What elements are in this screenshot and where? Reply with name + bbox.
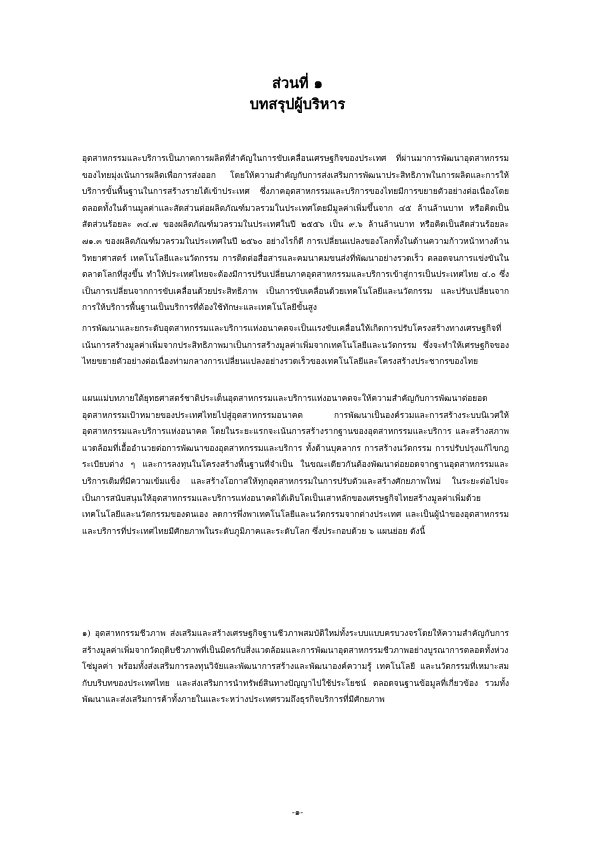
paragraph-intro: อุตสาหกรรมและบริการเป็นภาคการผลิตที่สำคัญในการขับเคลื่อนเศรษฐกิจของประเทศ ที่ผ่านมาการพัฒนาอุตสาหกรรมของไทยมุ่งเน้นการผลิตเพื่อการส่งออก โดยให้ความสำคัญกับการส่งเสริมการพัฒนาประสิทธิภาพในการผลิตและการให้บริการขั้นพื้นฐานในการสร้างรายได้เข้าประเทศ ซึ่งภาคอุตสาหกรรมและบริการของไทยมีการขยายตัวอย่างต่อเนื่องโดยตลอดทั้งในด้านมูลค่าและสัดส่วนต่อผลิตภัณฑ์มวลรวมในประเทศโดยมีมูลค่าเพิ่มขึ้นจาก ๔๕ ล้านล้านบาท หรือคิดเป็นสัดส่วนร้อยละ ๓๔.๗ ของผลิตภัณฑ์มวลรวมในประเทศในปี ๒๕๕๖ เป็น ๙.๖ ล้านล้านบาท หรือคิดเป็นสัดส่วนร้อยละ ๗๑.๓ ของผลิตภัณฑ์มวลรวมในประเทศในปี ๒๕๖๐ อย่างไรก็ดี การเปลี่ยนแปลงของโลกทั้งในด้านความก้าวหน้าทางด้านวิทยาศาสตร์ เทคโนโลยีและนวัตกรรม การติดต่อสื่อสารและคมนาคมขนส่งที่พัฒนาอย่างรวดเร็ว ตลอดจนการแข่งขันในตลาดโลกที่สูงขึ้น ทำให้ประเทศไทยจะต้องมีการปรับเปลี่ยนภาคอุตสาหกรรมและบริการเข้าสู่การเป็นประเทศไทย ๔.๐ ซึ่งเป็นการเปลี่ยนจากการขับเคลื่อนด้วยประสิทธิภาพ เป็นการขับเคลื่อนด้วยเทคโนโลยีและนวัตกรรม และปรับเปลี่ยนจากการให้บริการพื้นฐานเป็นบริการที่ต้องใช้ทักษะและเทคโนโลยีขั้นสูง bbox=[82, 153, 509, 313]
paragraph-development: การพัฒนาและยกระดับอุตสาหกรรมและบริการแห่งอนาคตจะเป็นแรงขับเคลื่อนให้เกิดการปรับโครงสร้างทางเศรษฐกิจที่เน้นการสร้างมูลค่าเพิ่มจากประสิทธิภาพมาเป็นการสร้างมูลค่าเพิ่มจากเทคโนโลยีและนวัตกรรม ซึ่งจะทำให้เศรษฐกิจของไทยขยายตัวอย่างต่อเนื่องท่ามกลางการเปลี่ยนแปลงอย่างรวดเร็วของเทคโนโลยีและโครงสร้างประชากรของไทย bbox=[82, 323, 509, 367]
page-number: -๑- bbox=[291, 808, 304, 818]
paragraph-bio-industry: ๑) อุตสาหกรรมชีวภาพ ส่งเสริมและสร้างเศรษฐกิจฐานชีวภาพสมบัติใหม่ทั้งระบบแบบครบวงจรโดยให้ความสำคัญกับการสร้างมูลค่าเพิ่มจากวัตถุดิบชีวภาพที่เป็นมิตรกับสิ่งแวดล้อมและการพัฒนาอุตสาหกรรมชีวภาพอย่างบูรณาการตลอดทั้งห่วงโซ่มูลค่า พร้อมทั้งส่งเสริมการลงทุนวิจัยและพัฒนาการสร้างและพัฒนาองค์ความรู้ เทคโนโลยี และนวัตกรรมที่เหมาะสมกับบริบทของประเทศไทย และส่งเสริมการนำทรัพย์สินทางปัญญาไปใช้ประโยชน์ ตลอดจนฐานข้อมูลที่เกี่ยวข้อง รวมทั้งพัฒนาและส่งเสริมการค้าทั้งภายในและระหว่างประเทศรวมถึงธุรกิจบริการที่มีศักยภาพ bbox=[82, 628, 509, 705]
section-subtitle: บทสรุปผู้บริหาร bbox=[249, 96, 346, 113]
section-heading: ส่วนที่ ๑ bbox=[272, 75, 323, 92]
paragraph-master-plan: แผนแม่บทภายใต้ยุทธศาสตร์ชาติประเด็นอุตสาหกรรมและบริการแห่งอนาคตจะให้ความสำคัญกับการพัฒนาต่อยอดอุตสาหกรรมเป้าหมายของประเทศไทยไปสู่อุตสาหกรรมอนาคต การพัฒนาเป็นองค์รวมและการสร้างระบบนิเวศให้อุตสาหกรรมและบริการแห่งอนาคต โดยในระยะแรกจะเน้นการสร้างรากฐานของอุตสาหกรรมและบริการ และสร้างสภาพแวดล้อมที่เอื้ออำนวยต่อการพัฒนาของอุตสาหกรรมและบริการ ทั้งด้านบุคลากร การสร้างนวัตกรรม การปรับปรุงแก้ไขกฎระเบียบต่าง ๆ และการลงทุนในโครงสร้างพื้นฐานที่จำเป็น ในขณะเดียวกันต้องพัฒนาต่อยอดจากฐานอุตสาหกรรมและบริการเดิมที่มีความเข้มแข็ง และสร้างโอกาสให้ทุกอุตสาหกรรมในการปรับตัวและสร้างศักยภาพใหม่ ในระยะต่อไปจะเป็นการสนับสนุนให้อุตสาหกรรมและบริการแห่งอนาคตได้เติบโตเป็นเสาหลักของเศรษฐกิจไทยสร้างมูลค่าเพิ่มด้วยเทคโนโลยีและนวัตกรรมของตนเอง ลดการพึ่งพาเทคโนโลยีและนวัตกรรมจากต่างประเทศ และเป็นผู้นำของอุตสาหกรรมและบริการที่ประเทศไทยมีศักยภาพในระดับภูมิภาคและระดับโลก ซึ่งประกอบด้วย ๖ แผนย่อย ดังนี้ bbox=[82, 393, 509, 536]
